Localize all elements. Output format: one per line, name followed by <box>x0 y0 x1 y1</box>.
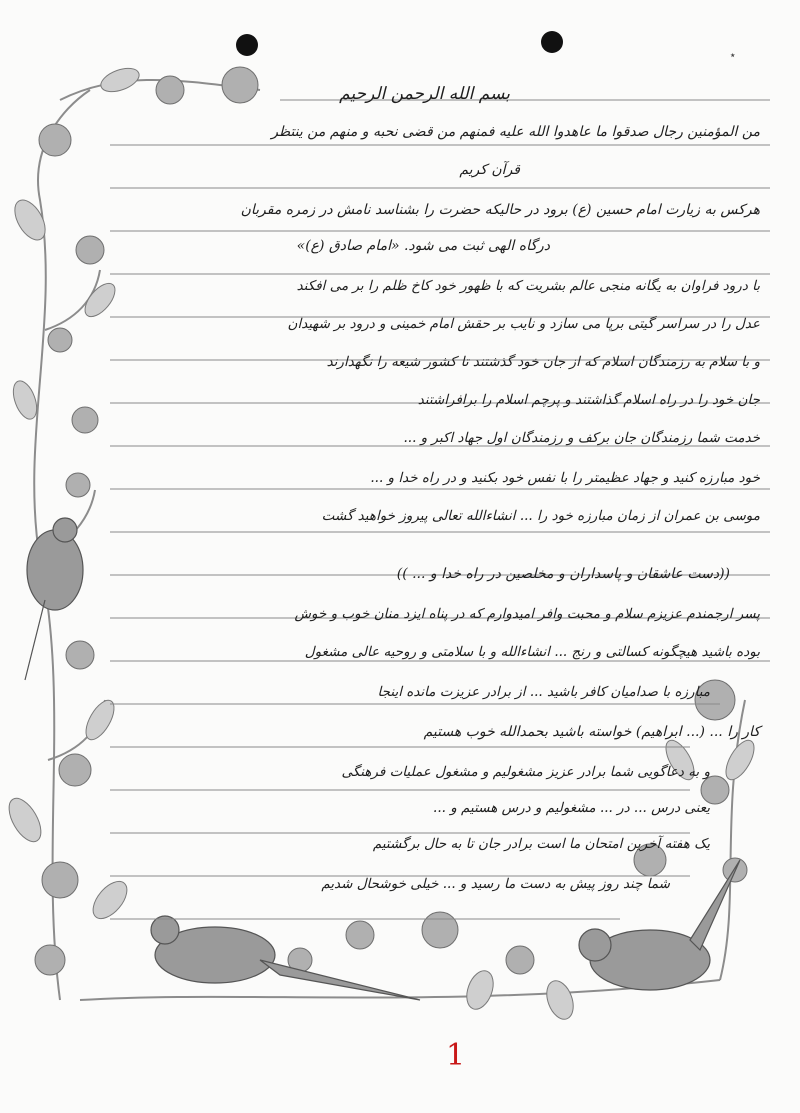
letter-line: مبارزه با صدامیان کافر باشید ... از برادر عزیزت مانده اینجا <box>377 684 710 700</box>
letter-line: خدمت شما رزمندگان جان برکف و رزمندگان اول جهاد اکبر و ... <box>403 430 760 446</box>
letter-line: قرآن کریم <box>459 162 520 178</box>
corner-mark: ٭ <box>730 50 736 61</box>
page-number: 1 <box>446 1038 466 1073</box>
letter-line: موسی بن عمران از زمان مبارزه خود را ... انشاءالله تعالی پیروز خواهید گشت <box>321 508 760 524</box>
letter-line: یعنی درس ... در ... مشغولیم و درس هستیم و ... <box>433 800 710 816</box>
letter-line: بوده باشید هیچگونه کسالتی و رنج ... انشاءالله و با سلامتی و روحیه عالی مشغول <box>304 644 760 660</box>
letter-line: با درود فراوان به یگانه منجی عالم بشریت که با ظهور خود کاخ ظلم را بر می افکند <box>296 278 760 294</box>
letter-line: جان خود را در راه اسلام گذاشتند و پرچم اسلام را برافراشتند <box>417 392 760 408</box>
letter-line: من المؤمنین رجال صدقوا ما عاهدوا الله علیه فمنهم من قضی نحبه و منهم من ینتظر <box>271 124 760 140</box>
letter-line: کار را ... (... ابراهیم) خواسته باشید بحمدالله خوب هستیم <box>423 724 760 740</box>
letter-line: عدل را در سراسر گیتی برپا می سازد و نایب بر حقش امام خمینی و درود بر شهیدان <box>287 316 760 332</box>
letter-line: درگاه الهی ثبت می شود. «امام صادق (ع)» <box>296 238 550 254</box>
letter-line: شما چند روز پیش به دست ما رسید و ... خیلی خوشحال شدیم <box>321 876 670 892</box>
letter-line: یک هفته آخرین امتحان ما است برادر جان تا به حال برگشتیم <box>372 836 710 852</box>
letter-line: پسر ارجمندم عزیزم سلام و محبت وافر امیدوارم که در پناه ایزد منان خوب و خوش <box>294 606 760 622</box>
letter-line: و با سلام به رزمندگان اسلام که از جان خود گذشتند تا کشور شیعه را نگهدارند <box>326 354 760 370</box>
letter-line: بسم الله الرحمن الرحیم <box>339 84 510 104</box>
letter-line: هرکس به زیارت امام حسین (ع) برود در حالیکه حضرت را بشناسد نامش در زمره مقربان <box>240 202 760 218</box>
letter-line: و به دعاگویی شما برادر عزیز مشغولیم و مشغول عملیات فرهنگی <box>341 764 710 780</box>
letter-line: ((دست عاشقان و پاسداران و مخلصین در راه خدا و ... )) <box>396 566 730 582</box>
letter-line: خود مبارزه کنید و جهاد عظیمتر را با نفس خود بکنید و در راه خدا و ... <box>370 470 760 486</box>
